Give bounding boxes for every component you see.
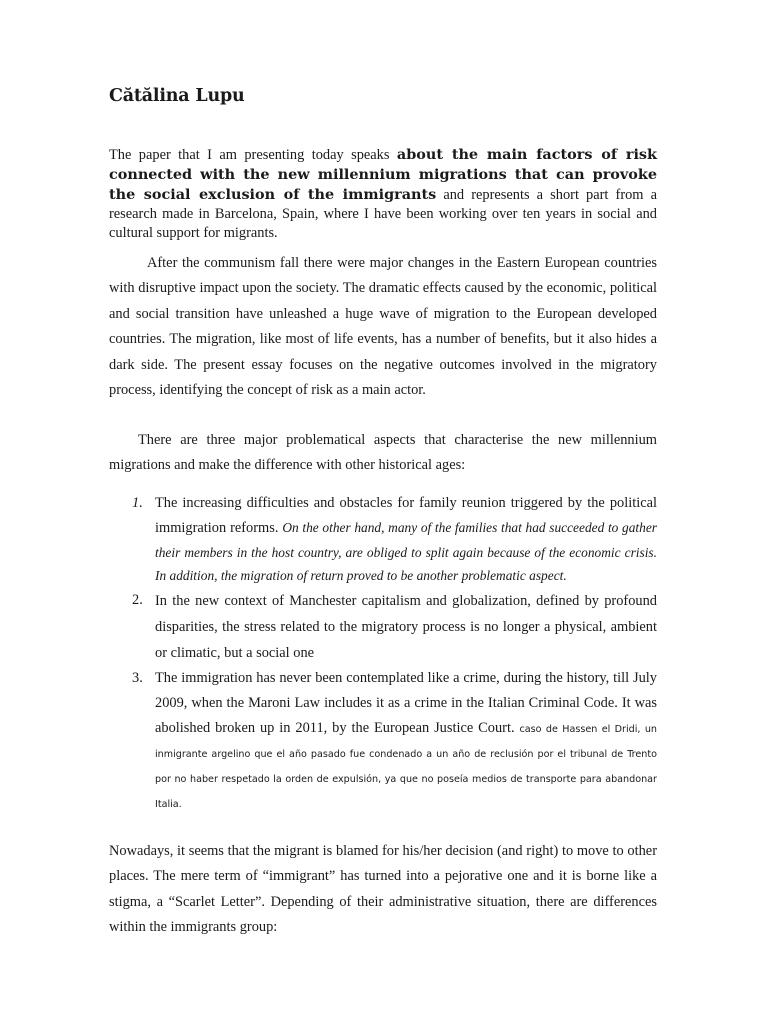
list-item	[109, 588, 657, 666]
list-item	[109, 666, 657, 816]
list-item-text: In the new context of Manchester capitalism and globalization, defined by profound disparities, the stress related to the migratory process is no longer a physical, ambient or climatic, but a social one	[155, 592, 657, 661]
list-number: 3.	[132, 669, 143, 686]
list-number: 2.	[132, 591, 143, 608]
intro-text-start: The paper that I am presenting today speaks	[109, 147, 397, 163]
intro-bold-text: about the main factors of risk connected with the new millennium migrations that can provoke the social exclusion of the immigrants	[109, 146, 657, 203]
intro-paragraph	[109, 145, 657, 243]
intro-text-end: and represents a short part from a research made in Barcelona, Spain, where I have been working over ten years in social and cultural support for migrants.	[109, 187, 657, 241]
paragraph-communism: After the communism fall there were major changes in the Eastern European countries with disruptive impact upon the society. The dramatic effects caused by the economic, political and social transition have unleashed a huge wave of migration to the European developed countries. The migration, like most of life events, has a number of benefits, but it also hides a dark side. The present essay focuses on the negative outcomes involved in the migratory process, identifying the concept of risk as a main actor.	[109, 255, 657, 399]
paragraph-aspects: There are three major problematical aspects that characterise the new millennium migrations and make the difference with other historical ages:	[109, 432, 657, 473]
list-item-italic-text: On the other hand, many of the families that had succeeded to gather their members in the host country, are obliged to split again because of the economic crisis. In addition, the migration of return proved to be another problematic aspect.	[155, 520, 657, 584]
author-name: Cătălina Lupu	[109, 86, 245, 106]
list-item-footnote-text: caso de Hassen el Dridi, un inmigrante argelino que el año pasado fue condenado a un año de reclusión por el tribunal de Trento por no haber respetado la orden de expulsión, ya que no poseía medios de transporte para abandonar Italia.	[155, 723, 658, 810]
paragraph-nowadays: Nowadays, it seems that the migrant is blamed for his/her decision (and right) to move to other places. The mere term of “immigrant” has turned into a pejorative one and it is borne like a stigma, a “Scarlet Letter”. Depending of their administrative situation, there are differences within the immigrants group:	[109, 843, 657, 936]
list-item-text: The increasing difficulties and obstacles for family reunion triggered by the political immigration reforms.	[155, 495, 657, 536]
aspects-list	[109, 491, 657, 816]
list-item-text: The immigration has never been contemplated like a crime, during the history, till July 2009, when the Maroni Law includes it as a crime in the Italian Criminal Code. It was abolished broken up in 2011, by the European Justice Court.	[155, 669, 657, 736]
list-item	[109, 491, 657, 588]
list-number: 1.	[132, 495, 143, 511]
